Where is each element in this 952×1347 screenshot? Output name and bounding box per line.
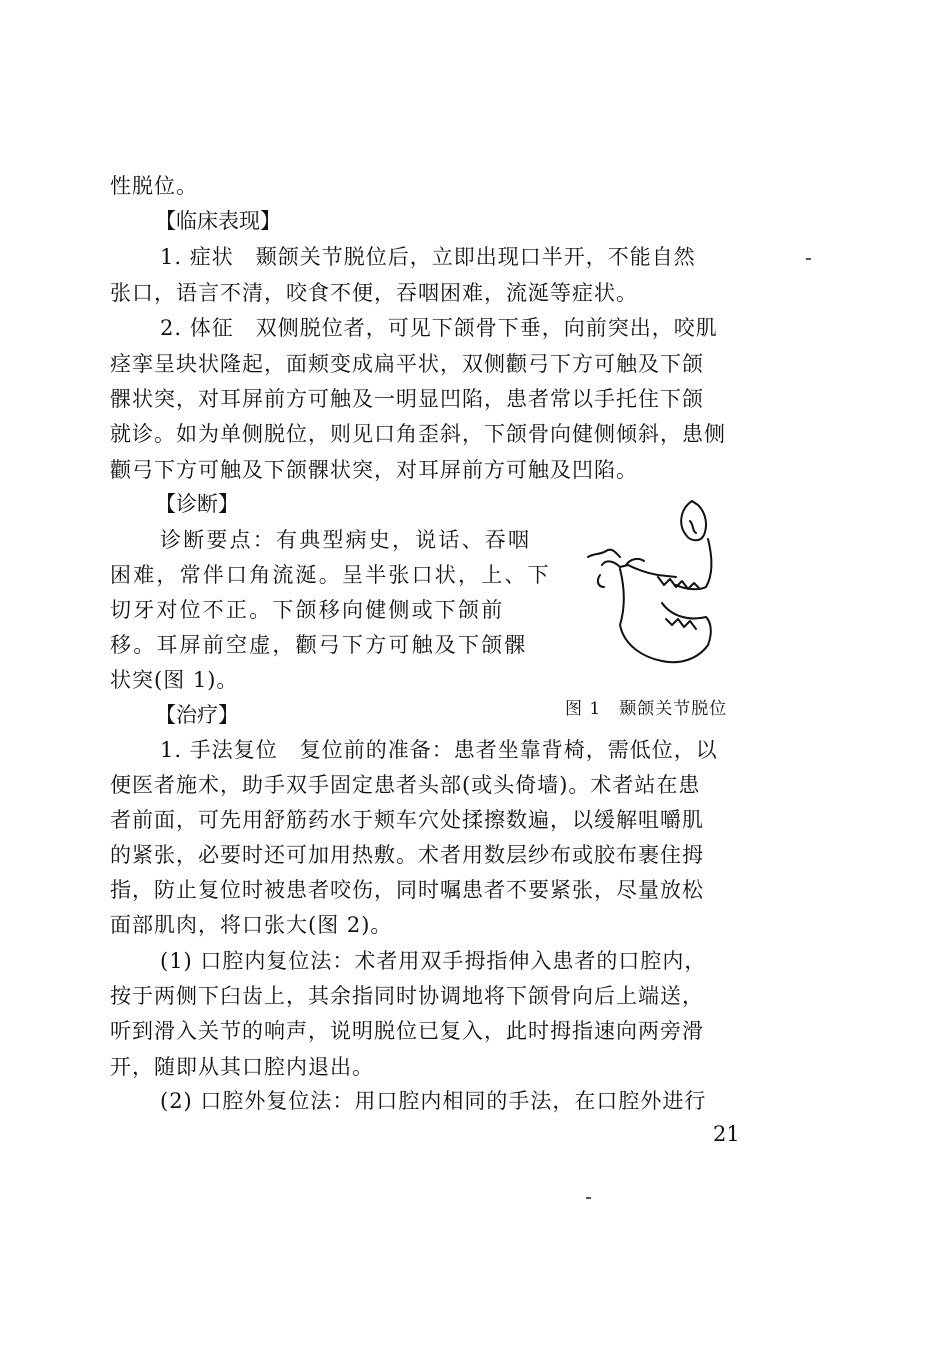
jaw-dislocation-illustration bbox=[580, 495, 750, 685]
text-line: 的紧张，必要时还可加用热敷。术者用数层纱布或胶布裹住拇 bbox=[110, 843, 704, 867]
text-line: 1. 症状 颞颌关节脱位后，立即出现口半开，不能自然 bbox=[160, 245, 696, 269]
text-line: 1. 手法复位 复位前的准备：患者坐靠背椅，需低位，以 bbox=[160, 738, 718, 762]
section-heading-diagnosis: 【诊断】 bbox=[155, 492, 239, 516]
text-line: 切牙对位不正。下颌移向健侧或下颌前 bbox=[110, 598, 505, 622]
text-line: 移。耳屏前空虚，颧弓下方可触及下颌髁 bbox=[110, 633, 528, 657]
text-line: 者前面，可先用舒筋药水于颊车穴处揉擦数遍，以缓解咀嚼肌 bbox=[110, 808, 704, 832]
section-heading-clinical: 【临床表现】 bbox=[155, 209, 281, 233]
text-line: 听到滑入关节的响声，说明脱位已复入，此时拇指速向两旁滑 bbox=[110, 1019, 704, 1043]
text-line: 困难，常伴口角流涎。呈半张口状，上、下 bbox=[110, 563, 551, 587]
text-line: 张口，语言不清，咬食不便，吞咽困难，流涎等症状。 bbox=[110, 281, 638, 305]
text-line: 痉挛呈块状隆起，面颊变成扁平状，双侧颧弓下方可触及下颌 bbox=[110, 352, 704, 376]
text-line: 2. 体征 双侧脱位者，可见下颌骨下垂，向前突出，咬肌 bbox=[160, 316, 718, 340]
text-line: 便医者施术，助手双手固定患者头部(或头倚墙)。术者站在患 bbox=[110, 773, 701, 797]
text-line: 髁状突，对耳屏前方可触及一明显凹陷，患者常以手托住下颌 bbox=[110, 387, 704, 411]
text-line: 按于两侧下臼齿上，其余指同时协调地将下颌骨向后上端送， bbox=[110, 984, 704, 1008]
text-line: 面部肌肉，将口张大(图 2)。 bbox=[110, 913, 393, 937]
text-line: 诊断要点：有典型病史，说话、吞咽 bbox=[160, 528, 532, 552]
text-line: (1) 口腔内复位法：术者用双手拇指伸入患者的口腔内， bbox=[160, 949, 707, 973]
text-line: 颧弓下方可触及下颌髁状突，对耳屏前方可触及凹陷。 bbox=[110, 458, 638, 482]
text-line: 指，防止复位时被患者咬伤，同时嘱患者不要紧张，尽量放松 bbox=[110, 878, 704, 902]
page-number: 21 bbox=[713, 1122, 740, 1146]
section-heading-treatment: 【治疗】 bbox=[155, 703, 239, 727]
scan-speck bbox=[586, 1197, 591, 1199]
scan-speck bbox=[806, 258, 811, 260]
text-line: (2) 口腔外复位法：用口腔内相同的手法，在口腔外进行 bbox=[160, 1089, 707, 1113]
text-line: 状突(图 1)。 bbox=[110, 668, 239, 692]
text-line: 性脱位。 bbox=[110, 174, 198, 198]
text-line: 开，随即从其口腔内退出。 bbox=[110, 1055, 374, 1079]
figure-caption: 图 1 颞颌关节脱位 bbox=[565, 699, 728, 719]
text-line: 就诊。如为单侧脱位，则见口角歪斜，下颌骨向健侧倾斜，患侧 bbox=[110, 422, 726, 446]
